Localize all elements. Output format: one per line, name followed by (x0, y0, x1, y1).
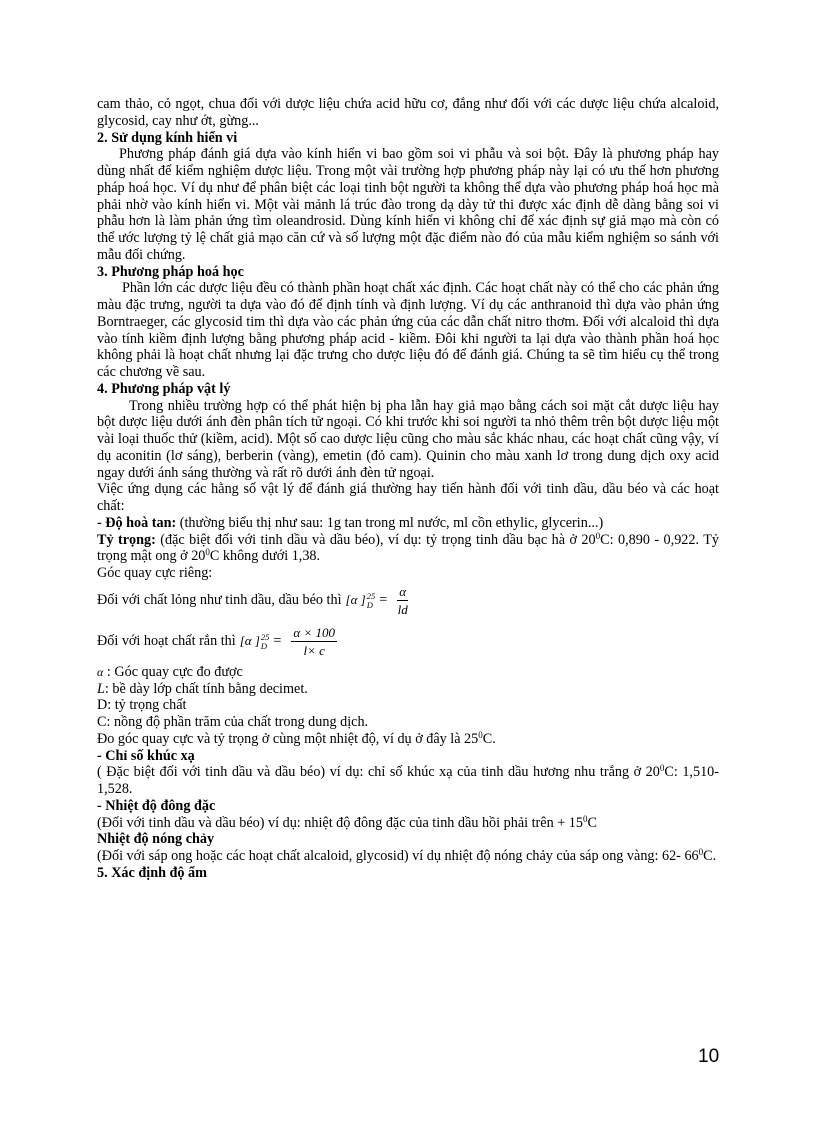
alpha-symbol: α (97, 664, 104, 679)
density-line (97, 532, 719, 566)
formula-liquid (97, 582, 719, 620)
d-definition: D: tỷ trọng chất (97, 697, 187, 714)
section-5-heading: 5. Xác định độ ẩm (97, 864, 207, 881)
refractive-index-paragraph (97, 764, 719, 798)
fraction-denominator: l× c (303, 643, 325, 659)
fraction-solid (291, 625, 337, 658)
degree-sup: 0 (659, 763, 665, 774)
section-4-paragraph: Trong nhiều trường hợp có thể phát hiện bị pha lẫn hay giả mạo bằng cách soi mặt cắt dược liệu hay bột dược liệu dưới ánh đèn phân tích tử ngoại. Có khi trước khi soi người ta nhỏ thêm trên bột dược liệu một vài loại thuốc thử (kiềm, acid). Một số cao dược liệu cũng cho màu sắc khác nhau, các hoạt chất cũng vậy, ví dụ aconitin (lơ sáng), berberin (vàng), emetin (đỏ cam). Quinin cho màu xanh lơ trong dung dịch oxy acid ngay dưới ánh sáng thường và rất rõ dưới ánh đèn tử ngoại. (97, 397, 719, 481)
d-line-subscript: D (260, 640, 268, 651)
section-3-heading: 3. Phương pháp hoá học (97, 263, 244, 280)
melting-point-paragraph (97, 848, 719, 865)
density-text-a: (đặc biệt đối với tinh dầu và dầu béo), ví dụ: tỷ trọng tinh dầu bạc hà ở 20 (155, 531, 596, 548)
l-symbol: L (97, 680, 105, 697)
alpha-definition (97, 664, 719, 681)
section-2-paragraph: Phương pháp đánh giá dựa vào kính hiển vi bao gồm soi vi phẫu và soi bột. Đây là phương pháp hay dùng nhất để kiểm nghiệm dược liệu. Trong một vài trường hợp phương pháp này lại có ưu thế hơn phương pháp hoá học. Ví dụ như để phân biệt các loại tinh bột người ta không thể dựa vào phương pháp hoá học mà phải nhờ vào kính hiển vi. Một vài mảnh lá trúc đào trong dạ dày tử thi được xác định dễ dàng bằng soi vi phẫu hơn là làm phản ứng tìm oleandrosid. Dùng kính hiển vi không chỉ để xác định sự giả mạo mà còn có thể ước lượng tỷ lệ chất giả mạo căn cứ và số lượng một đặc điểm nào đó của mẫu kiểm nghiệm so sánh với mẫu đối chứng. (97, 146, 719, 263)
l-definition-text: : bề dày lớp chất tính bằng decimet. (104, 680, 308, 697)
density-text-c: C không dưới 1,38. (209, 548, 321, 565)
rotation-scripts (261, 633, 270, 651)
formula-liquid-text: Đối với chất lỏng như tinh dầu, dầu béo thì (97, 592, 342, 609)
d-line-subscript: D (366, 599, 373, 610)
degree-sup: 0 (582, 813, 588, 824)
temperature-superscript: 25 (366, 590, 376, 601)
alpha-definition-text: : Góc quay cực đo được (103, 663, 243, 680)
same-temperature-text: Đo góc quay cực và tỷ trọng ở cùng một nhiệt độ, ví dụ ở đây là 25 (97, 730, 479, 747)
degree-sup: 0 (595, 530, 601, 541)
solubility-label: - Độ hoà tan: (97, 514, 177, 531)
intro-paragraph: cam thảo, cỏ ngọt, chua đối với dược liệu chứa acid hữu cơ, đắng như đối với các dược liệu chứa alcaloid, glycosid, cay như ớt, gừng... (97, 96, 719, 129)
degree-sup: 0 (205, 547, 210, 558)
temperature-superscript: 25 (260, 631, 270, 642)
density-label: Tỷ trọng: (97, 531, 156, 548)
freezing-text-b: C (587, 814, 597, 831)
degree-sup: 0 (698, 847, 704, 857)
specific-rotation-symbol: [α ] (345, 592, 366, 608)
section-4-heading: 4. Phương pháp vật lý (97, 380, 231, 397)
freezing-point-paragraph (97, 815, 719, 832)
rotation-label: Góc quay cực riêng: (97, 565, 213, 581)
solubility-line (97, 515, 719, 532)
freezing-point-heading: - Nhiệt độ đông đặc (97, 797, 216, 814)
solubility-text: (thường biểu thị như sau: 1g tan trong ml nước, ml cồn ethylic, glycerin...) (176, 514, 604, 531)
fraction-numerator: α × 100 (293, 625, 336, 641)
section-2-heading: 2. Sử dụng kính hiển vi (97, 129, 238, 146)
melting-text-b: C. (703, 848, 717, 864)
c-definition: C: nồng độ phần trăm của chất trong dung dịch. (97, 714, 369, 730)
melting-point-heading: Nhiệt độ nóng chảy (97, 831, 215, 848)
same-temperature-note (97, 731, 719, 748)
equals-sign: = (273, 633, 282, 650)
fraction-numerator: α (399, 584, 407, 600)
refractive-index-heading: - Chỉ số khúc xạ (97, 747, 195, 764)
rotation-scripts (367, 592, 376, 610)
constants-intro: Việc ứng dụng các hằng số vật lý để đánh giá thường hay tiến hành đối với tinh dầu, dầu béo và các hoạt chất: (97, 481, 719, 514)
density-text-b: C: 0,890 - 0,922. Tỷ trọng mật ong ở 20 (97, 531, 719, 565)
page-number: 10 (698, 1046, 720, 1067)
section-3-paragraph: Phần lớn các dược liệu đều có thành phần hoạt chất xác định. Các hoạt chất này có thể cho các phản ứng màu đặc trưng, người ta dựa vào đó để định tính và định lượng. Ví dụ các anthranoid thì dựa vào phản ứng Borntraeger, các glycosid tim thì dựa vào các phản ứng của các dẫn chất nitro thơm. Đối với alcaloid thì dựa vào tính kiềm định lượng bằng phương pháp acid - kiềm. Đôi khi người ta lại dựa vào thành phần hoá học không phải là hoạt chất nhưng lại đặc trưng cho dược liệu đó để đánh giá. Chúng ta sẽ tìm hiểu cụ thể trong các chương về sau. (97, 280, 719, 380)
formula-solid-text: Đối với hoạt chất rắn thì (97, 633, 236, 650)
refractive-text-b: C: 1,510- 1,528. (97, 764, 719, 797)
melting-text-a: (Đối với sáp ong hoặc các hoạt chất alcaloid, glycosid) ví dụ nhiệt độ nóng chảy của sáp ong vàng: 62- 66 (97, 848, 699, 864)
formula-solid (97, 620, 719, 664)
specific-rotation-symbol: [α ] (239, 633, 260, 649)
document-page (97, 96, 719, 882)
equals-sign: = (379, 592, 388, 609)
refractive-text-a: ( Đặc biệt đối với tinh dầu và dầu béo) ví dụ: chỉ số khúc xạ của tinh dầu hương nhu trắng ở 20 (97, 764, 660, 781)
degree-sup: 0 (478, 729, 483, 740)
l-definition (97, 681, 719, 698)
freezing-text-a: (Đối với tinh dầu và dầu béo) ví dụ: nhiệt độ đông đặc của tinh dầu hồi phải trên + 15 (97, 814, 583, 831)
same-temperature-unit: C. (482, 730, 496, 747)
fraction-denominator: ld (397, 602, 408, 618)
fraction-liquid (397, 584, 408, 617)
